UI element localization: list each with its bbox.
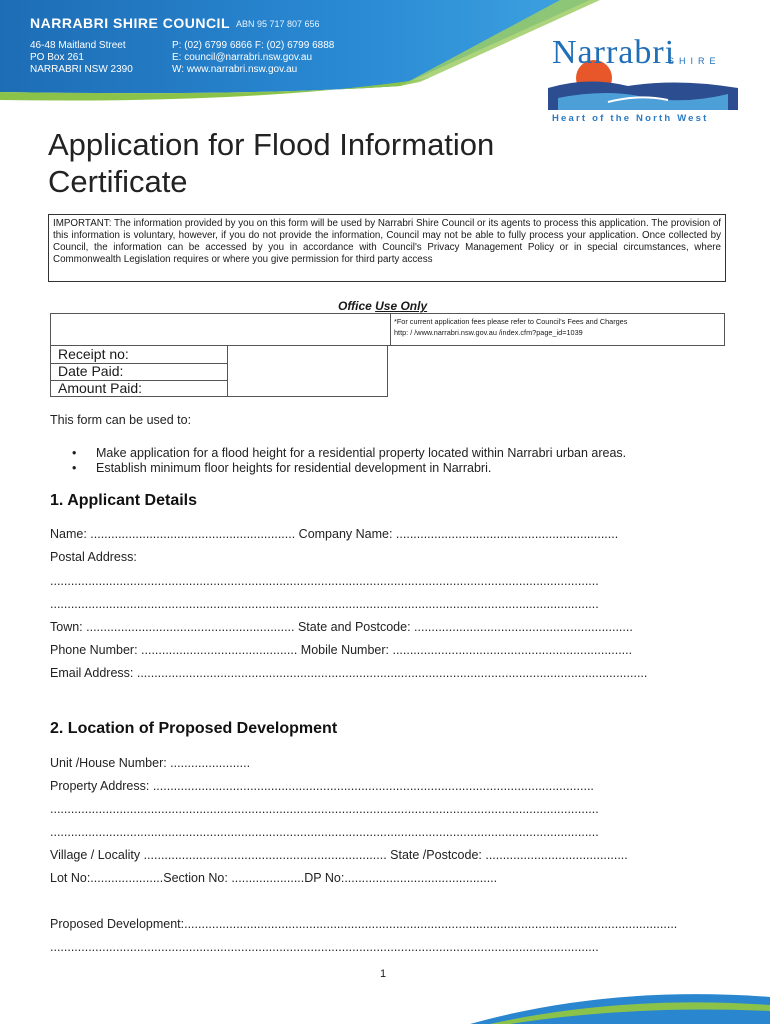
logo-shire: SHIRE xyxy=(668,56,721,66)
page-number: 1 xyxy=(380,968,387,980)
bullet-dot: • xyxy=(72,446,77,460)
fee-note-line-1: *For current application fees please refer to Council's Fees and Charges xyxy=(394,317,628,326)
unit-house-number-field[interactable]: Unit /House Number: ....................... xyxy=(50,756,251,770)
fee-note-line-2: http: / /www.narrabri.nsw.gov.au /index.cfm?page_id=1039 xyxy=(394,328,583,337)
bullet-text: Make application for a flood height for a residential property located within Narrabri urban areas. xyxy=(96,446,627,460)
important-notice: IMPORTANT: The information provided by you on this form will be used by Narrabri Shire Council or its agents to process this application. The provision of this information is voluntary, however, if you do not provide the information, Council may not be able to fully process your application. Once collected by Council, the information can be accessed by you in accordance with Council's Privacy Management Policy or in special circumstances, where Commonwealth Legislation requires or where you give permission for third party access xyxy=(48,214,726,282)
property-address-line-2[interactable]: .............................................................................................................................................................. xyxy=(50,802,599,816)
website: W: www.narrabri.nsw.gov.au xyxy=(172,64,298,75)
property-address-field[interactable]: Property Address: ............................................................................................................................... xyxy=(50,779,594,793)
section-location-heading: 2. Location of Proposed Development xyxy=(50,720,338,737)
town-postcode-field[interactable]: Town: ............................................................ State and Postcode: ............................................................... xyxy=(50,620,633,634)
intro-text: This form can be used to: xyxy=(50,413,192,427)
phone-mobile-field[interactable]: Phone Number: ............................................. Mobile Number: ..................................................................... xyxy=(50,643,633,657)
lot-section-dp-field[interactable]: Lot No:.....................Section No: .....................DP No:............................................ xyxy=(50,871,498,885)
page-title: Application for Flood Information Certificate xyxy=(48,127,495,199)
receipt-table xyxy=(50,346,388,397)
email-field[interactable]: Email Address: ................................................................................................................................................... xyxy=(50,666,648,680)
office-use-title xyxy=(338,299,427,313)
name-company-field[interactable]: Name: ........................................................... Company Name: ................................................................ xyxy=(50,527,619,541)
proposed-development-line-2[interactable]: .............................................................................................................................................................. xyxy=(50,940,599,954)
tagline: Heart of the North West xyxy=(552,113,709,124)
receipt-no-label: Receipt no: xyxy=(58,346,129,362)
bullet-dot: • xyxy=(72,461,77,475)
phone-fax: P: (02) 6799 6866 F: (02) 6799 6888 xyxy=(172,40,335,51)
section-applicant-heading: 1. Applicant Details xyxy=(50,492,197,509)
address-line-1: 46-48 Maitland Street xyxy=(30,40,126,51)
amount-paid-label: Amount Paid: xyxy=(58,380,143,396)
fee-note xyxy=(390,313,725,346)
bullet-text: Establish minimum floor heights for residential development in Narrabri. xyxy=(96,461,492,475)
email-address: E: council@narrabri.nsw.gov.au xyxy=(172,52,313,63)
date-paid-label: Date Paid: xyxy=(58,363,124,379)
village-postcode-field[interactable]: Village / Locality ...................................................................... State /Postcode: ......................................... xyxy=(50,848,628,862)
office-use-title-underlined: Use Only xyxy=(375,299,428,313)
address-line-3: NARRABRI NSW 2390 xyxy=(30,64,133,75)
property-address-line-3[interactable]: .............................................................................................................................................................. xyxy=(50,825,599,839)
council-name: NARRABRI SHIRE COUNCIL xyxy=(30,15,230,31)
footer-wave xyxy=(470,985,770,1024)
address-line-2: PO Box 261 xyxy=(30,52,84,63)
proposed-development-field[interactable]: Proposed Development:.............................................................................................................................................. xyxy=(50,917,678,931)
abn: ABN 95 717 807 656 xyxy=(236,19,320,29)
postal-address-line-2[interactable]: .............................................................................................................................................................. xyxy=(50,597,599,611)
office-use-title-pre: Office xyxy=(338,299,376,313)
postal-address-label: Postal Address: xyxy=(50,550,137,564)
postal-address-line-1[interactable]: .............................................................................................................................................................. xyxy=(50,574,599,588)
logo-wordmark: Narrabri xyxy=(552,34,676,71)
